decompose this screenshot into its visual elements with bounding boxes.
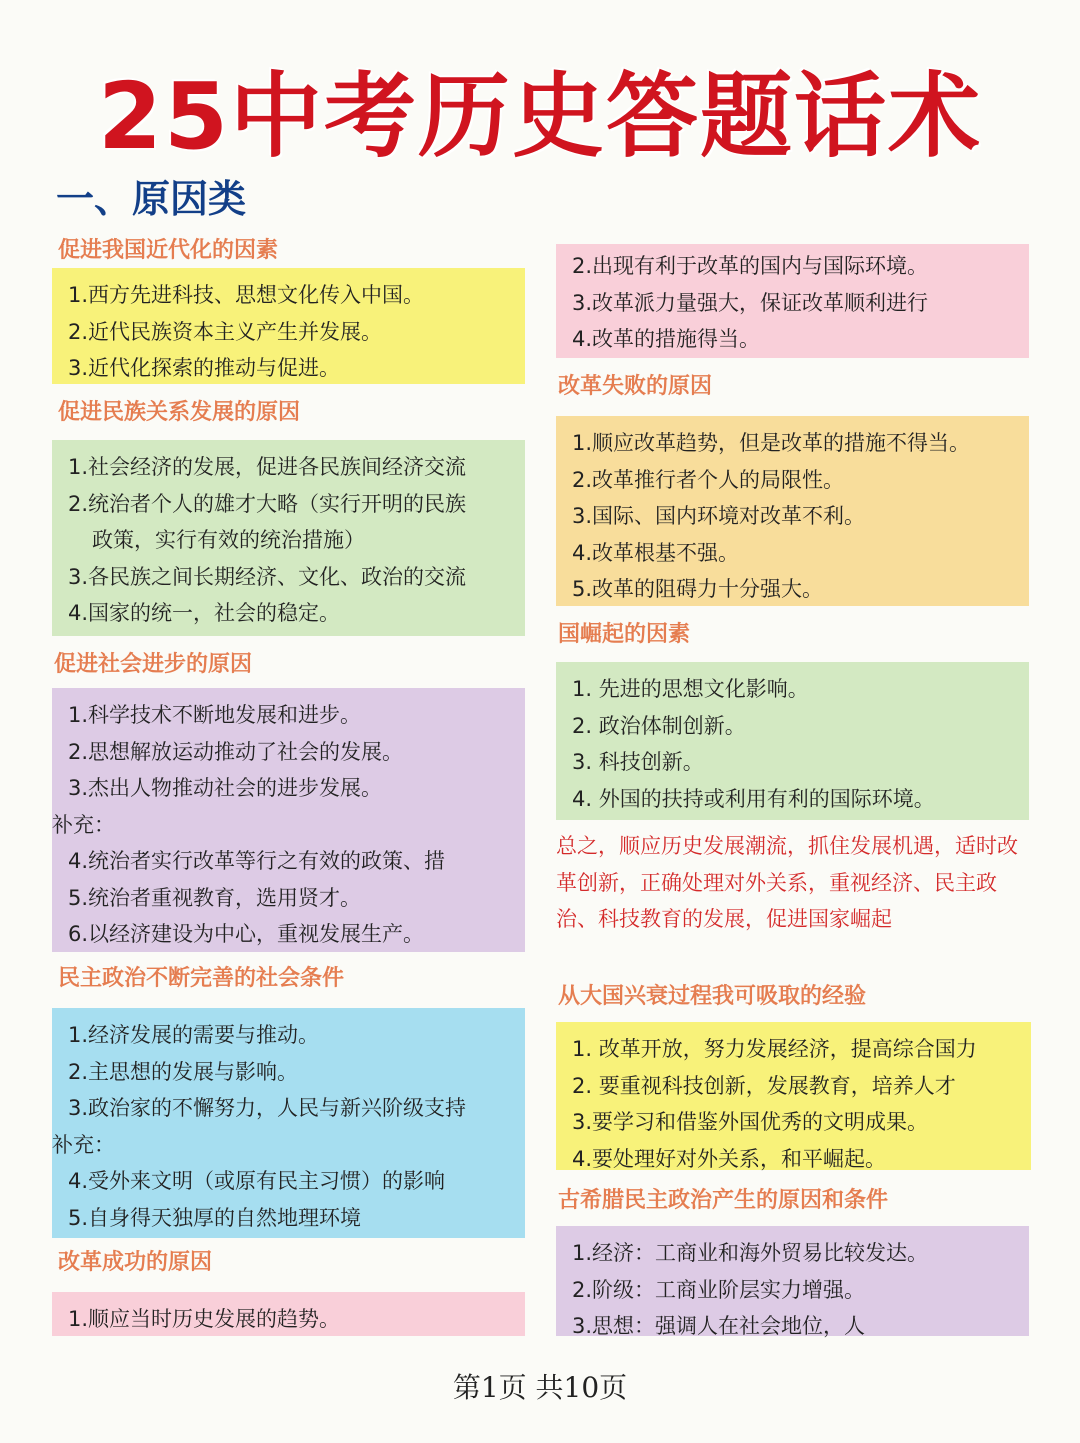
list-item: 4.受外来文明（或原有民主习惯）的影响 (68, 1169, 446, 1193)
category-title: 一、原因类 (56, 177, 247, 221)
list-item: 3.思想：强调人在社会地位，人 (572, 1314, 866, 1338)
section-box-greek-democracy (556, 1226, 1029, 1336)
list-item: 1.西方先进科技、思想文化传入中国。 (68, 283, 425, 307)
list-item: 1.经济：工商业和海外贸易比较发达。 (572, 1241, 929, 1265)
list-item: 1.顺应当时历史发展的趋势。 (68, 1307, 341, 1331)
section-box-democratic-politics (52, 1008, 525, 1238)
section-heading-reform-success: 改革成功的原因 (58, 1250, 213, 1275)
list-item: 5.改革的阻碍力十分强大。 (572, 577, 824, 601)
list-item: 2. 要重视科技创新，发展教育，培养人才 (572, 1073, 956, 1098)
list-item: 3.改革派力量强大，保证改革顺利进行 (572, 290, 929, 315)
section-heading-nation-rise: 国崛起的因素 (558, 622, 691, 647)
section-heading-greek-democracy: 古希腊民主政治产生的原因和条件 (558, 1188, 889, 1213)
list-item: 2.改革推行者个人的局限性。 (572, 467, 845, 492)
section-box-nation-rise (556, 662, 1029, 820)
list-item: 政策，实行有效的统治措施） (92, 528, 365, 552)
section-box-modernization (52, 268, 525, 384)
section-box-reform-failure (556, 416, 1029, 606)
list-item: 1. 改革开放，努力发展经济，提高综合国力 (572, 1037, 977, 1061)
list-item: 2.出现有利于改革的国内与国际环境。 (572, 254, 929, 278)
section-box-ethnic-relations (52, 440, 525, 636)
list-item: 1. 先进的思想文化影响。 (572, 677, 809, 701)
section-box-social-progress (52, 688, 525, 952)
section-heading-reform-failure: 改革失败的原因 (558, 374, 713, 399)
section-box-reform-success-continued (556, 244, 1029, 358)
section-heading-modernization: 促进我国近代化的因素 (58, 238, 279, 263)
list-item: 4.改革的措施得当。 (572, 327, 761, 351)
list-item: 3.各民族之间长期经济、文化、政治的交流 (68, 564, 467, 589)
list-item: 4.统治者实行改革等行之有效的政策、措 (68, 849, 446, 873)
section-box-reform-success (52, 1292, 525, 1336)
list-item: 2. 政治体制创新。 (572, 713, 746, 738)
list-item: 补充： (52, 1132, 115, 1157)
list-item: 3.国际、国内环境对改革不利。 (572, 504, 866, 528)
list-item: 2.统治者个人的雄才大略（实行开明的民族 (68, 491, 467, 516)
list-item: 4.改革根基不强。 (572, 540, 740, 565)
section-box-lessons (556, 1022, 1031, 1170)
list-item: 5.自身得天独厚的自然地理环境 (68, 1205, 362, 1230)
list-item: 2.思想解放运动推动了社会的发展。 (68, 739, 404, 764)
conclusion-text: 总之，顺应历史发展潮流，抓住发展机遇，适时改革创新，正确处理对外关系，重视经济、民主政治、科技教育的发展，促进国家崛起 (556, 834, 1018, 931)
section-heading-ethnic-relations: 促进民族关系发展的原因 (58, 400, 301, 425)
list-item: 2.阶级：工商业阶层实力增强。 (572, 1277, 866, 1302)
list-item: 6.以经济建设为中心，重视发展生产。 (68, 922, 425, 946)
list-item: 2.主思想的发展与影响。 (68, 1059, 299, 1084)
section-heading-democratic-politics: 民主政治不断完善的社会条件 (58, 966, 345, 991)
list-item: 1.经济发展的需要与推动。 (68, 1023, 320, 1047)
section-heading-lessons: 从大国兴衰过程我可吸取的经验 (558, 984, 867, 1009)
list-item: 4.要处理好对外关系，和平崛起。 (572, 1146, 887, 1171)
list-item: 5.统治者重视教育，选用贤才。 (68, 885, 362, 910)
list-item: 补充： (52, 812, 115, 837)
list-item: 3.要学习和借鉴外国优秀的文明成果。 (572, 1110, 929, 1134)
list-item: 4. 外国的扶持或利用有利的国际环境。 (572, 786, 935, 811)
list-item: 1.科学技术不断地发展和进步。 (68, 703, 362, 727)
list-item: 4.国家的统一，社会的稳定。 (68, 601, 341, 625)
list-item: 2.近代民族资本主义产生并发展。 (68, 319, 383, 344)
list-item: 1.社会经济的发展，促进各民族间经济交流 (68, 455, 467, 479)
page-indicator: 第1页 共10页 (452, 1371, 628, 1404)
list-item: 1.顺应改革趋势，但是改革的措施不得当。 (572, 431, 971, 455)
list-item: 3.政治家的不懈努力，人民与新兴阶级支持 (68, 1096, 467, 1120)
list-item: 3. 科技创新。 (572, 750, 704, 774)
section-heading-social-progress: 促进社会进步的原因 (54, 652, 253, 677)
list-item: 3.近代化探索的推动与促进。 (68, 356, 341, 380)
list-item: 3.杰出人物推动社会的进步发展。 (68, 776, 383, 800)
page-title: 25中考历史答题话术 (97, 63, 983, 170)
